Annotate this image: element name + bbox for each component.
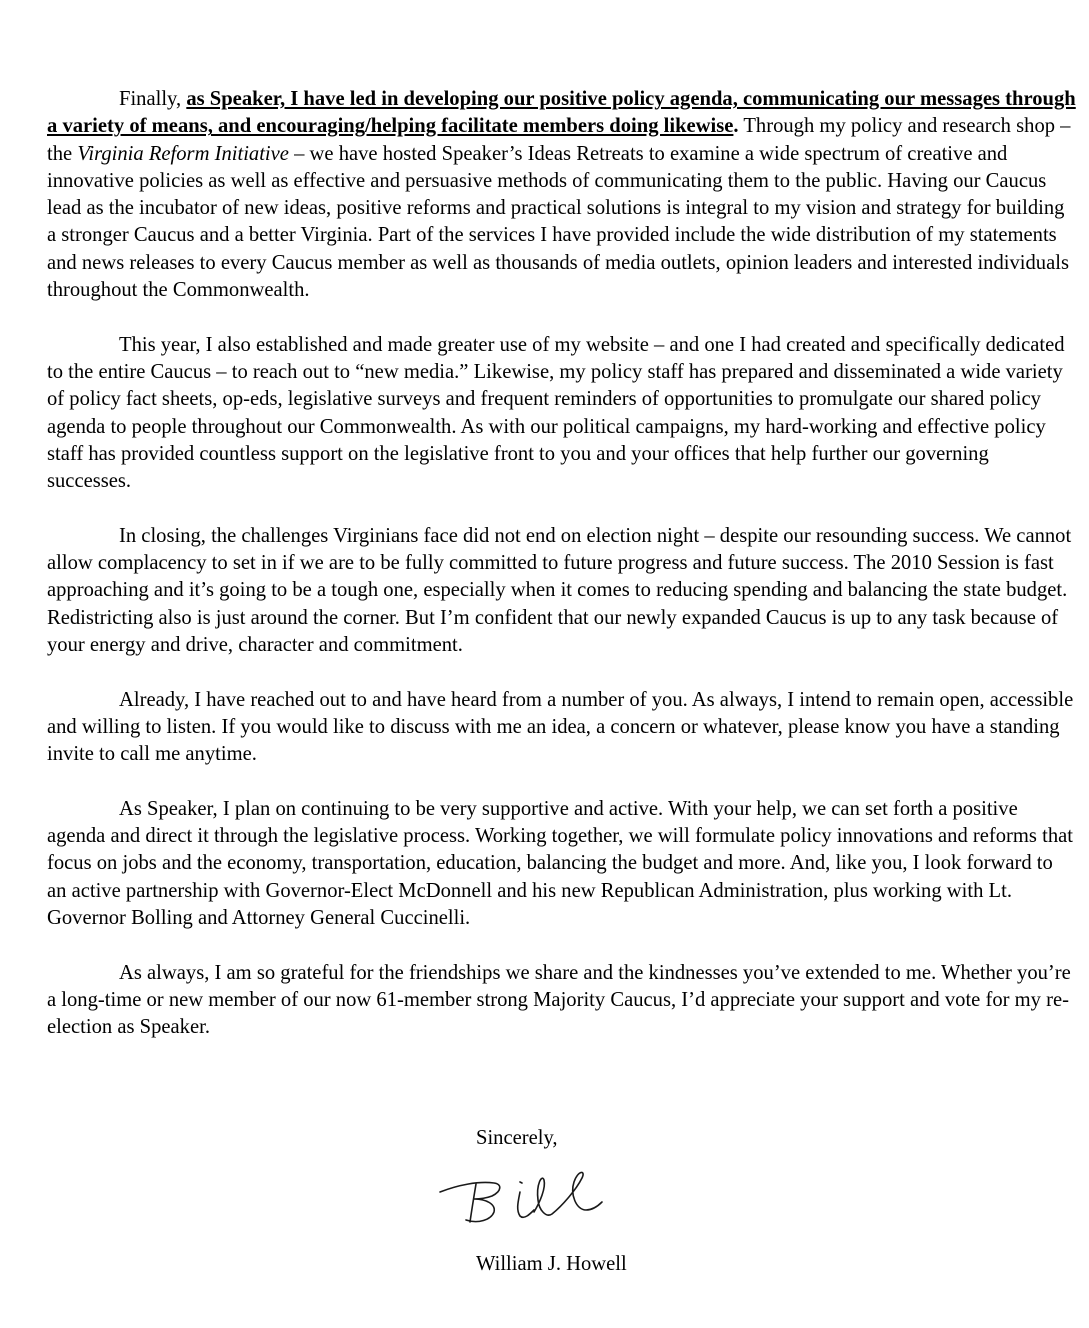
p1-lead: Finally, (119, 88, 187, 110)
letter-body (47, 86, 1077, 1069)
p1-initiative: Virginia Reform Initiative (77, 142, 289, 165)
closing-salutation: Sincerely, (476, 1127, 558, 1149)
p1-emphasis: as Speaker, I have led in developing our positive policy agenda, communicating our messages through a variety of means, and encouraging/helping facilitate members doing likewise (47, 88, 1076, 138)
paragraph-policy-agenda (47, 86, 1077, 304)
p1-period: . (733, 115, 739, 138)
paragraph-speaker-plans: As Speaker, I plan on continuing to be very supportive and active. With your help, we can set forth a positive agenda and direct it through the legislative process. Working together, we will formulate policy innovations and reforms that focus on jobs and the economy, transportation, education, balancing the budget and more. And, like you, I look forward to an active partnership with Governor-Elect McDonnell and his new Republican Administration, plus working with Lt. Governor Bolling and Attorney General Cuccinelli. (47, 797, 1073, 929)
paragraph-outreach: Already, I have reached out to and have heard from a number of you. As always, I intend to remain open, accessible and willing to listen. If you would like to discuss with me an idea, a concern or whatever, please know you have a standing invite to call me anytime. (47, 688, 1074, 766)
paragraph-gratitude: As always, I am so grateful for the friendships we share and the kindnesses you’ve extended to me. Whether you’re a long-time or new member of our now 61-member strong Majority Caucus, I’d appreciate your support and vote for my re-election as Speaker. (47, 961, 1071, 1039)
signature-image (436, 1168, 606, 1230)
p1-rest: – we have hosted Speaker’s Ideas Retreats to examine a wide spectrum of creative and innovative policies as well as effective and persuasive methods of communicating them to the public. Having our Caucus lead as the incubator of new ideas, positive reforms and practical solutions is integral to my vision and strategy for building a stronger Caucus and a better Virginia. Part of the services I have provided include the wide distribution of my statements and news releases to every Caucus member as well as thousands of media outlets, opinion leaders and interested individuals throughout the Commonwealth. (47, 142, 1069, 302)
signer-name: William J. Howell (476, 1253, 627, 1275)
paragraph-closing-challenges: In closing, the challenges Virginians face did not end on election night – despite our resounding success. We cannot allow complacency to set in if we are to be fully committed to future progress and future success. The 2010 Session is fast approaching and it’s going to be a tough one, especially when it comes to reducing spending and balancing the state budget. Redistricting also is just around the corner. But I’m confident that our newly expanded Caucus is up to any task because of your energy and drive, character and commitment. (47, 524, 1072, 656)
paragraph-new-media: This year, I also established and made greater use of my website – and one I had created and specifically dedicated to the entire Caucus – to reach out to “new media.” Likewise, my policy staff has prepared and disseminated a wide variety of policy fact sheets, op-eds, legislative surveys and frequent reminders of opportunities to promulgate our shared policy agenda to people throughout our Commonwealth. As with our political campaigns, my hard-working and effective policy staff has provided countless support on the legislative front to you and your offices that help further our governing successes. (47, 333, 1065, 493)
p1-mid: Through my policy and research shop – the (47, 115, 1071, 165)
